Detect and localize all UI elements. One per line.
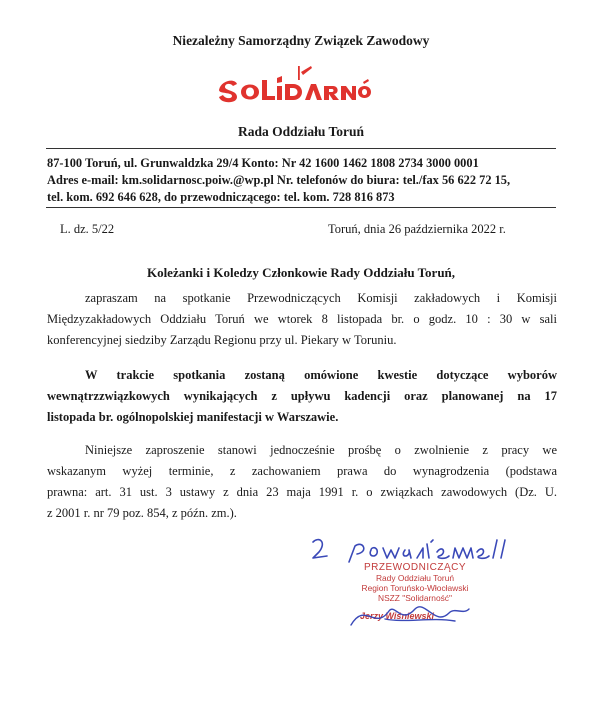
paragraph-line: prawna: art. 31 ust. 3 ustawy z dnia 23 maja 1991 r. o związkach zawodowych (Dz. U. <box>47 485 557 499</box>
organization-name: Niezależny Samorządny Związek Zawodowy <box>172 33 430 48</box>
header-divider-top <box>46 148 556 149</box>
paragraph-invitation <box>47 288 557 351</box>
place-and-date: Toruń, dnia 26 października 2022 r. <box>328 222 506 236</box>
paragraph-leave-request <box>47 440 557 524</box>
paragraph-line: z 2001 r. nr 79 poz. 854, z późn. zm.). <box>47 506 237 520</box>
stamp-line: Rady Oddziału Toruń <box>375 573 455 583</box>
contact-phone-line: tel. kom. 692 646 628, do przewodniczącego: tel. kom. 728 816 873 <box>47 190 395 204</box>
paragraph-line: listopada br. ogólnopolskiej manifestacji w Warszawie. <box>47 410 339 424</box>
paragraph-line: wskazanym wyżej terminie, z zachowaniem prawa do wynagrodzenia (podstawa <box>47 464 557 478</box>
stamp-title: PRZEWODNICZĄCY <box>364 562 466 573</box>
chairman-signature <box>345 595 475 635</box>
contact-address-line: 87-100 Toruń, ul. Grunwaldzka 29/4 Konto: Nr 42 1600 1462 1808 2734 3000 0001 <box>47 156 479 170</box>
paragraph-line: Międzyzakładowych Oddziału Toruń we wtorek 8 listopada br. o godz. 10 : 30 w sali <box>47 312 557 326</box>
paragraph-line: W trakcie spotkania zostaną omówione kwestie dotyczące wyborów <box>85 368 557 382</box>
header-divider-bottom <box>46 207 556 208</box>
reference-number: L. dz. 5/22 <box>60 222 115 236</box>
contact-email-line: Adres e-mail: km.solidarnosc.poiw.@wp.pl Nr. telefonów do biura: tel./fax 56 622 72 15, <box>47 173 511 187</box>
contact-block <box>47 155 567 206</box>
solidarnosc-logo <box>215 62 375 106</box>
stamp-line: NSZZ "Solidarność" <box>378 593 452 603</box>
paragraph-line: zapraszam na spotkanie Przewodniczących Komisji zakładowych i Komisji <box>85 291 557 305</box>
paragraph-line: konferencyjnej siedziby Zarządu Regionu przy ul. Piekary w Toruniu. <box>47 333 397 347</box>
paragraph-agenda <box>47 365 557 428</box>
branch-name: Rada Oddziału Toruń <box>237 124 365 139</box>
paragraph-line: wewnątrzzwiązkowych wynikających z upływu kadencji oraz planowanej na 17 <box>47 389 557 403</box>
stamp-name: Jerzy Wiśniewski <box>360 611 434 621</box>
salutation: Koleżanki i Koledzy Członkowie Rady Oddziału Toruń, <box>146 265 456 280</box>
paragraph-line: Niniejsze zaproszenie stanowi jednocześnie prośbę o zwolnienie z pracy we <box>85 443 557 457</box>
stamp-line: Region Toruńsko-Włocławski <box>361 583 469 593</box>
